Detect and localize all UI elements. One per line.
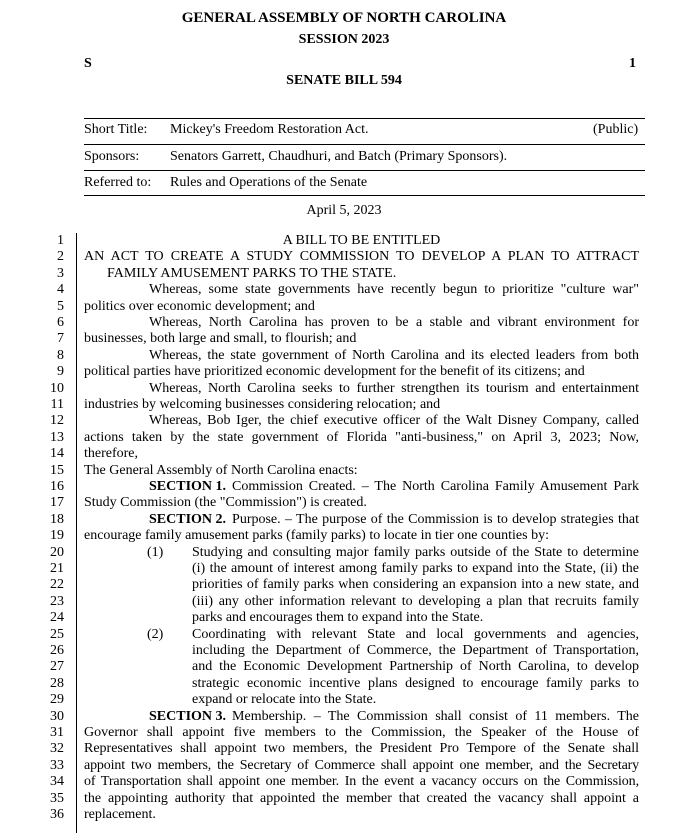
bill-line: Whereas, some state governments have recently begun to prioritize "culture war" [149,282,639,298]
line-number: 29 [50,692,64,708]
line-number: 13 [50,429,64,445]
bill-line: AN ACT TO CREATE A STUDY COMMISSION TO DEVELOP A PLAN TO ATTRACT [84,249,639,265]
line-number: 18 [50,511,64,527]
section-3-line [84,709,639,725]
line-number: 12 [50,413,64,429]
section-1-line [84,479,639,495]
bill-line: Coordinating with relevant State and local governments and agencies, [192,626,639,642]
line-number: 3 [57,265,64,281]
line-number: 11 [50,397,64,412]
bill-line: strategic economic incentive plans designed to encourage family parks to [192,675,639,691]
line-number: 14 [50,446,64,462]
line-number: 36 [50,807,64,822]
bill-line: Commission Created. – The North Carolina Family Amusement Park [232,479,639,494]
line-number: 17 [50,495,64,511]
line-number: 21 [50,561,64,576]
bill-line: including the Department of Commerce, the Department of Transportation, [192,643,639,658]
line-number: 32 [50,741,64,757]
sponsors-label: Sponsors: [84,149,140,164]
bill-line: political parties have prioritized economic development for the benefit of its citizens; and [84,364,585,380]
bill-line: encourage family amusement parks (family parks) to locate in tier one counties by: [84,528,549,544]
bill-line: expand or relocate into the State. [192,692,377,708]
chamber-code: S [84,56,92,71]
session-heading: SESSION 2023 [298,32,390,47]
line-number: 20 [50,544,64,560]
line-number: 7 [57,331,64,347]
bill-line: Study Commission (the "Commission") is created. [84,495,367,511]
line-number: 9 [57,364,64,380]
bill-line: of Transportation shall appoint one member. In the event a vacancy occurs on the Commission, [84,774,639,790]
referred-label: Referred to: [84,175,152,190]
line-number-rule [76,233,77,833]
bill-line: FAMILY AMUSEMENT PARKS TO THE STATE. [107,265,397,281]
section-1-heading: SECTION 1. [149,479,227,494]
bill-line: politics over economic development; and [84,298,315,314]
bill-line: actions taken by the state government of Florida "anti-business," on April 3, 2023; Now, [84,429,639,445]
bill-line: and the Economic Development Partnership of North Carolina, to develop [192,659,639,675]
bill-line: Governor shall appoint five members to the Commission, the Speaker of the House of [84,725,639,740]
line-number: 16 [50,479,64,494]
assembly-heading: GENERAL ASSEMBLY OF NORTH CAROLINA [181,10,507,26]
line-number: 34 [50,774,64,790]
line-number: 27 [50,659,64,675]
bill-line: Membership. – The Commission shall consist of 11 members. The [232,708,639,724]
meta-bottom-rule [84,195,645,196]
bill-line: A BILL TO BE ENTITLED [282,233,441,248]
line-number: 23 [50,593,64,609]
line-number: 8 [57,347,64,363]
short-title-value: Mickey's Freedom Restoration Act. [170,122,369,137]
bill-title: SENATE BILL 594 [286,73,402,88]
line-number: 28 [50,675,64,691]
line-number: 26 [50,643,64,658]
sponsors-value: Senators Garrett, Chaudhuri, and Batch (Primary Sponsors). [170,149,508,164]
bill-line: appoint two members, the Secretary of Commerce shall appoint one member, and the Secretary [84,757,639,773]
line-number: 24 [50,610,64,626]
bill-line: Whereas, North Carolina has proven to be a stable and vibrant environment for [149,315,639,330]
bill-line: Studying and consulting major family parks outside of the State to determine [192,544,639,560]
bill-line: Whereas, North Carolina seeks to further strengthen its tourism and entertainment [149,380,639,396]
line-number: 15 [50,462,64,478]
bill-line: priorities of family parks when considering an expansion into a new state, and [192,577,639,593]
bill-line: Whereas, Bob Iger, the chief executive officer of the Walt Disney Company, called [149,413,639,429]
line-number: 10 [50,380,64,396]
line-number: 5 [57,298,64,314]
bill-line: therefore, [84,446,139,462]
public-tag: (Public) [593,122,639,137]
line-number: 1 [57,233,64,248]
section-2-line [84,512,639,528]
bill-line: businesses, both large and small, to flourish; and [84,331,357,347]
section-2-heading: SECTION 2. [149,511,227,527]
line-number: 19 [50,528,64,544]
meta-top-rule [84,118,645,119]
bill-line: industries by welcoming businesses considering relocation; and [84,397,441,412]
bill-line: replacement. [84,807,156,822]
bill-line: (i) the amount of interest among family parks to expand into the State, (ii) the [192,561,639,576]
line-number: 31 [50,725,64,740]
bill-version: 1 [629,56,636,71]
bill-line: The General Assembly of North Carolina enacts: [84,462,358,478]
bill-line: Purpose. – The purpose of the Commission is to develop strategies that [232,511,639,527]
bill-line: parks and encourages them to expand into the State. [192,610,484,626]
meta-rule-1 [84,144,645,145]
bill-date: April 5, 2023 [306,203,382,218]
line-number: 33 [50,757,64,773]
line-number: 6 [57,315,64,330]
line-number: 2 [57,249,64,265]
bill-line: the appointing authority that appointed the member that created the vacancy shall appoint a [84,790,639,806]
line-number: 22 [50,577,64,593]
section-3-heading: SECTION 3. [149,708,227,724]
referred-value: Rules and Operations of the Senate [170,175,368,190]
line-number: 25 [50,626,64,642]
line-number: 30 [50,708,64,724]
bill-line: Whereas, the state government of North Carolina and its elected leaders from both [149,347,639,363]
line-number: 4 [57,282,64,298]
bill-line: (iii) any other information relevant to developing a plan that recruits family [192,593,639,609]
meta-rule-2 [84,170,645,171]
line-number: 35 [50,790,64,806]
subitem-2-number: (2) [147,626,164,642]
bill-line: Representatives shall appoint two members, the President Pro Tempore of the Senate shall [84,741,639,757]
short-title-label: Short Title: [84,122,148,137]
subitem-1-number: (1) [147,544,164,560]
